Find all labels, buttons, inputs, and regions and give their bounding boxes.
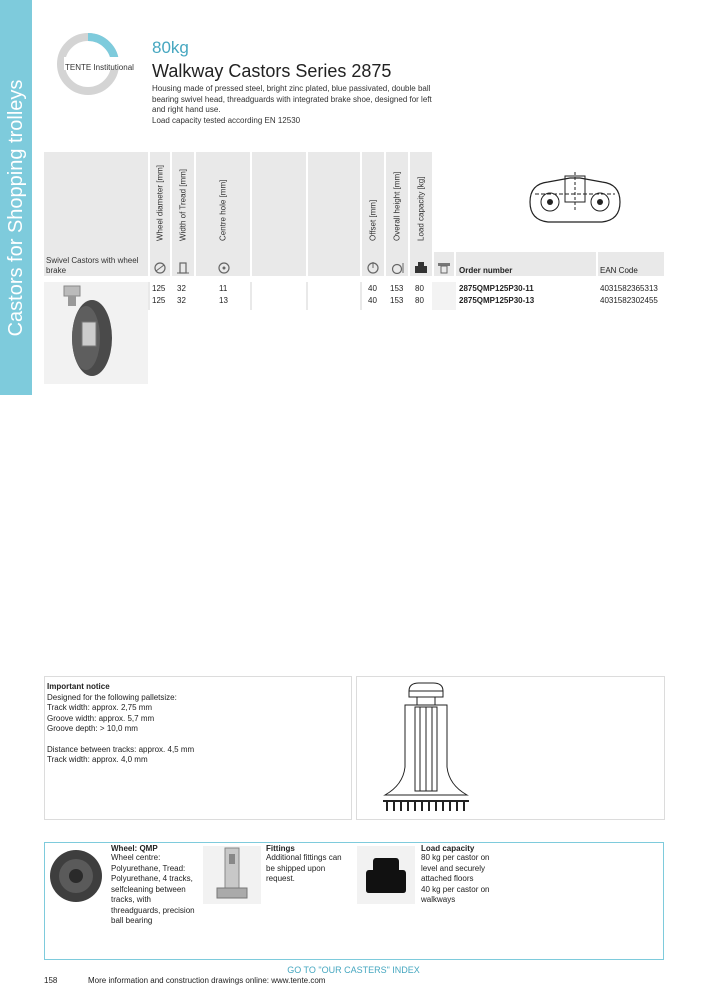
- wheel-info: [111, 844, 201, 927]
- product-image: [44, 282, 148, 384]
- column-centre-hole: [196, 152, 250, 276]
- cell-offset: 40: [368, 284, 377, 293]
- order-number-header: Order number: [459, 266, 513, 275]
- load-text-0: 80 kg per castor on: [421, 853, 490, 862]
- product-description: [152, 84, 432, 126]
- brand-label: TENTE Institutional: [65, 63, 134, 72]
- fittings-text-1: be shipped upon: [266, 863, 326, 873]
- column-empty-1: [252, 152, 306, 276]
- important-notice: [47, 682, 337, 766]
- row-separator: [432, 282, 456, 310]
- wheel-text-5: threadguards, precision: [111, 905, 195, 915]
- centre-hole-icon: [216, 262, 232, 274]
- cell-tread: 32: [177, 296, 186, 305]
- offset-icon: [365, 262, 381, 274]
- wheel-text-1: Polyurethane, Tread:: [111, 863, 186, 873]
- fittings-text-0: Additional fittings can: [266, 853, 342, 862]
- cell-wheel: 125: [152, 284, 166, 293]
- cell-ean: 4031582302455: [600, 296, 658, 305]
- fittings-info: [266, 844, 354, 885]
- description-text: Housing made of pressed steel, bright zinc plated, blue passivated, double ball bearing swivel head, threadguards with integrated brake shoe, designed for left and right hand use.: [152, 84, 432, 114]
- castor-photo-icon: [44, 282, 148, 384]
- column-wheel-diameter: [150, 152, 170, 276]
- sidebar-title: Castors for Shopping trolleys: [5, 79, 27, 337]
- wheel-text-2: Polyurethane, 4 tracks,: [111, 874, 193, 883]
- castor-type-icon: [436, 262, 452, 274]
- load-capacity-icon: [413, 261, 429, 274]
- footer-more-info: More information and construction drawings online: www.tente.com: [88, 976, 326, 985]
- cell-height: 153: [390, 284, 404, 293]
- track-profile-drawing: [357, 677, 664, 819]
- cell-ean: 4031582365313: [600, 284, 658, 293]
- row-separator: [148, 282, 150, 310]
- col-label-overall-height: Overall height [mm]: [392, 171, 402, 241]
- wheel-text-6: ball bearing: [111, 916, 153, 925]
- fittings-title: Fittings: [266, 844, 295, 853]
- cell-order: 2875QMP125P30-11: [459, 284, 534, 293]
- column-overall-height: [386, 152, 408, 276]
- cell-order: 2875QMP125P30-13: [459, 296, 535, 305]
- load-weight-icon: [357, 846, 415, 904]
- cell-hole: 11: [219, 284, 228, 293]
- page-number: 158: [44, 976, 58, 985]
- load-text-2: attached floors: [421, 874, 474, 883]
- load-text-3: 40 kg per castor on: [421, 884, 490, 894]
- notice-intro: Designed for the following palletsize:: [47, 692, 177, 702]
- column-empty-2: [308, 152, 360, 276]
- wheel-text-4: tracks, with: [111, 895, 152, 904]
- row-separator: [360, 282, 362, 310]
- notice-distance: Distance between tracks: approx. 4,5 mm: [47, 744, 195, 754]
- notice-track: Track width: approx. 2,75 mm: [47, 703, 153, 712]
- load-info: [421, 844, 511, 906]
- load-test-text: Load capacity tested according EN 12530: [152, 115, 301, 125]
- overall-height-icon: [389, 262, 405, 274]
- col-label-tread-width: Width of Tread [mm]: [178, 168, 188, 241]
- fitting-bolt-icon: [203, 846, 261, 904]
- row-type-label: Swivel Castors with wheel brake: [46, 256, 139, 275]
- weight-label: 80kg: [152, 38, 189, 57]
- wheel-text-0: Wheel centre:: [111, 853, 161, 862]
- row-separator: [250, 282, 252, 310]
- fittings-text-2: request.: [266, 874, 295, 883]
- col-label-wheel-diameter: Wheel diameter [mm]: [155, 164, 165, 241]
- col-label-load-capacity: Load capacity [kg]: [416, 176, 426, 241]
- ean-header: EAN Code: [600, 266, 638, 275]
- wheel-icon: [48, 846, 106, 906]
- notice-track2: Track width: approx. 4,0 mm: [47, 755, 148, 764]
- wheel-diameter-icon: [152, 262, 168, 274]
- cell-hole: 13: [219, 296, 228, 305]
- col-label-centre-hole: Centre hole [mm]: [218, 179, 228, 241]
- track-drawing-box: [356, 676, 665, 820]
- notice-groove-width: Groove width: approx. 5,7 mm: [47, 713, 155, 723]
- load-text-1: level and securely: [421, 863, 486, 873]
- load-title: Load capacity: [421, 844, 475, 853]
- cell-tread: 32: [177, 284, 186, 293]
- cell-offset: 40: [368, 296, 377, 305]
- fittings-image: [203, 846, 261, 904]
- page-title: Walkway Castors Series 2875: [152, 61, 392, 81]
- cell-wheel: 125: [152, 296, 166, 305]
- tread-width-icon: [175, 262, 191, 274]
- castor-section-drawing: [520, 172, 630, 227]
- load-text-4: walkways: [421, 895, 456, 904]
- notice-groove-depth: Groove depth: > 10,0 mm: [47, 724, 138, 733]
- wheel-text-3: selfcleaning between: [111, 884, 186, 894]
- cell-load: 80: [415, 284, 424, 293]
- column-tread-width: [172, 152, 194, 276]
- go-to-index-link[interactable]: GO TO "OUR CASTERS" INDEX: [287, 965, 420, 975]
- notice-title: Important notice: [47, 682, 110, 691]
- wheel-title: Wheel: QMP: [111, 844, 158, 853]
- cell-load: 80: [415, 296, 424, 305]
- load-image: [357, 846, 415, 904]
- cell-height: 153: [390, 296, 404, 305]
- column-offset: [362, 152, 384, 276]
- column-load-capacity: [410, 152, 432, 276]
- row-separator: [306, 282, 308, 310]
- col-label-offset: Offset [mm]: [368, 199, 378, 241]
- wheel-image: [48, 846, 106, 906]
